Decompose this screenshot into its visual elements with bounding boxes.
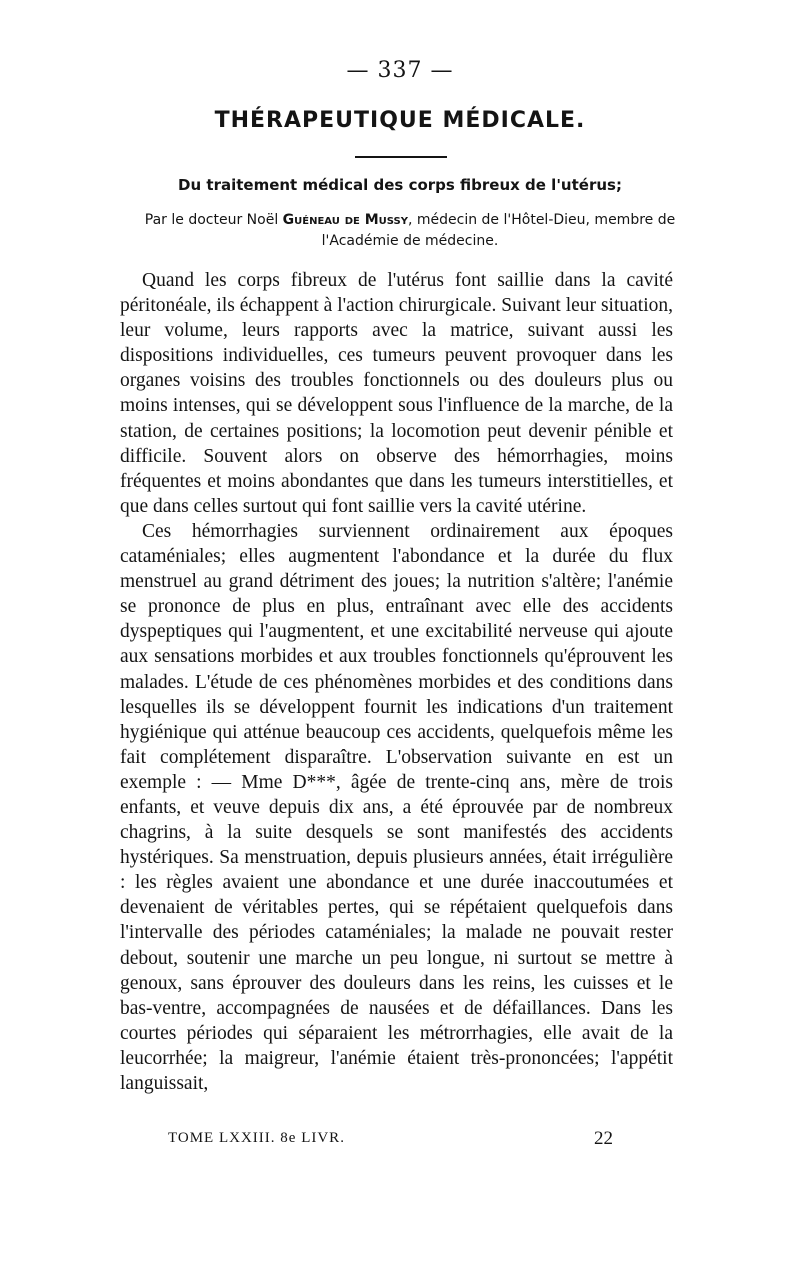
byline-prefix: Par le docteur Noël xyxy=(144,212,283,228)
page-number: — 337 — xyxy=(346,58,454,83)
byline-suffix: , médecin de l'Hôtel-Dieu, membre de l'Académie de médecine. xyxy=(321,212,676,249)
author-name: Guéneau de Mussy xyxy=(282,212,408,228)
article-title: Du traitement médical des corps fibreux de l'utérus; xyxy=(178,176,622,194)
footer-sheet-number: 22 xyxy=(594,1128,613,1149)
paragraph-2: Ces hémorrhagies surviennent ordinairement aux époques cataméniales; elles augmentent l'abondance et la durée du flux menstruel au grand détriment des joues; la nutrition s'altère; l'anémie se prononce de plus en plus, entraînant avec elle des accidents dyspeptiques qui l'augmentent, et une excitabilité nerveuse qui ajoute aux sensations morbides et aux troubles fonctionnels qu'éprouvent les malades. L'étude de ces phénomènes morbides et des conditions dans lesquelles ils se développent fournit les indications d'un traitement hygiénique qui atténue beaucoup ces accidents, quelquefois même les fait complétement disparaître. L'observation suivante en est un exemple : — Mme D***, âgée de trente-cinq ans, mère de trois enfants, et veuve depuis dix ans, a été éprouvée par de nombreux chagrins, à la suite desquels se sont manifestés des accidents hystériques. Sa menstruation, depuis plusieurs années, était irrégulière : les règles avaient une abondance et une durée inaccoutumées et devenaient de véritables pertes, qui se répétaient quelquefois dans l'intervalle des périodes cataméniales; la malade ne pouvait rester debout, soutenir une marche un peu longue, ni surtout se mettre à genoux, sans éprouver des douleurs dans les reins, les cuisses et le bas-ventre, accompagnées de nausées et de défaillances. Dans les courtes périodes qui séparaient les métrorrhagies, elle avait de la leucorrhée; la maigreur, l'anémie étaient très-prononcées; l'appétit languissait, xyxy=(120,520,673,1094)
paragraph-1: Quand les corps fibreux de l'utérus font saillie dans la cavité péritonéale, ils échappent à l'action chirurgicale. Suivant leur situation, leur volume, leurs rapports avec la matrice, suivant aussi les dispositions individuelles, ces tumeurs peuvent provoquer dans les organes voisins des troubles fonctionnels ou des douleurs plus ou moins intenses, qui se développent sous l'influence de la marche, de la station, de certaines positions; la locomotion peut devenir pénible et difficile. Souvent alors on observe des hémorrhagies, moins fréquentes et moins abondantes que dans les tumeurs interstitielles, et que dans celles surtout qui font saillie vers la cavité utérine. xyxy=(120,270,673,517)
byline xyxy=(130,210,690,252)
body-text xyxy=(120,268,673,1096)
footer-signature: TOME LXXIII. 8e LIVR. xyxy=(168,1130,345,1146)
title-divider xyxy=(355,156,447,158)
section-title: THÉRAPEUTIQUE MÉDICALE. xyxy=(214,108,586,133)
